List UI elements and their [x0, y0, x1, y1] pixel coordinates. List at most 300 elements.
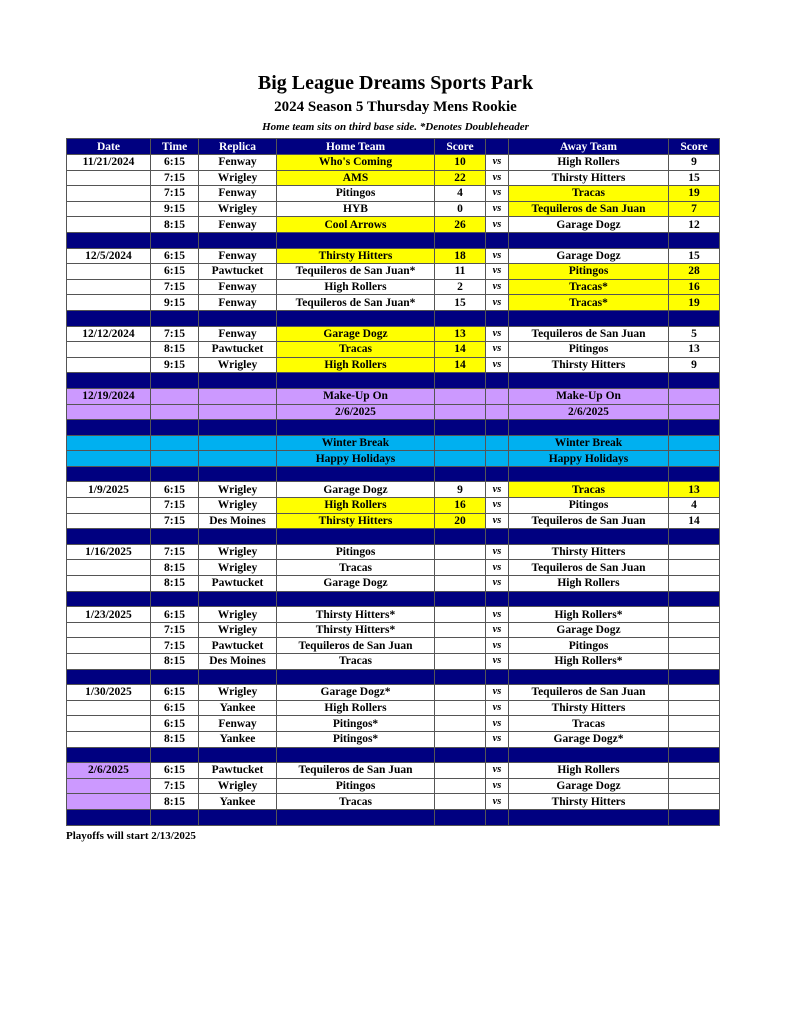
- home-score-cell: [435, 716, 486, 732]
- away-score-cell: [669, 576, 720, 592]
- separator-cell: [67, 373, 151, 389]
- away-team-cell: Tracas: [509, 482, 669, 498]
- date-cell: [67, 700, 151, 716]
- separator-cell: [277, 809, 435, 825]
- away-notice-cell: Happy Holidays: [509, 451, 669, 467]
- time-cell: 6:15: [151, 700, 199, 716]
- away-team-cell: Tequileros de San Juan: [509, 513, 669, 529]
- replica-cell: [199, 435, 277, 451]
- home-score-cell: [435, 700, 486, 716]
- home-team-cell: Garage Dogz*: [277, 685, 435, 701]
- home-team-cell: High Rollers: [277, 498, 435, 514]
- away-score-cell: [669, 685, 720, 701]
- away-team-cell: High Rollers*: [509, 654, 669, 670]
- replica-cell: Wrigley: [199, 544, 277, 560]
- separator-cell: [277, 310, 435, 326]
- vs-cell: vs: [486, 654, 509, 670]
- home-team-cell: High Rollers: [277, 700, 435, 716]
- separator-row: [67, 809, 720, 825]
- replica-cell: Pawtucket: [199, 342, 277, 358]
- home-team-cell: Tequileros de San Juan: [277, 763, 435, 779]
- time-cell: [151, 388, 199, 404]
- home-team-cell: Pitingos*: [277, 716, 435, 732]
- separator-cell: [435, 420, 486, 436]
- vs-cell: vs: [486, 186, 509, 202]
- replica-cell: Des Moines: [199, 654, 277, 670]
- separator-cell: [509, 466, 669, 482]
- away-team-cell: Garage Dogz: [509, 217, 669, 233]
- away-team-cell: Tracas: [509, 716, 669, 732]
- separator-cell: [669, 809, 720, 825]
- separator-cell: [486, 529, 509, 545]
- away-notice-cell: Winter Break: [509, 435, 669, 451]
- date-cell: [67, 716, 151, 732]
- home-score-cell: 18: [435, 248, 486, 264]
- game-row: [67, 279, 720, 295]
- away-team-cell: Tracas*: [509, 295, 669, 311]
- separator-cell: [486, 669, 509, 685]
- vs-cell: vs: [486, 326, 509, 342]
- date-cell: [67, 513, 151, 529]
- replica-cell: Fenway: [199, 716, 277, 732]
- home-score-cell: [435, 388, 486, 404]
- time-cell: 8:15: [151, 654, 199, 670]
- game-row: [67, 186, 720, 202]
- time-cell: 6:15: [151, 155, 199, 171]
- header-note: Home team sits on third base side. *Denotes Doubleheader: [262, 121, 529, 133]
- replica-cell: Fenway: [199, 326, 277, 342]
- notice-row: [67, 435, 720, 451]
- away-team-cell: High Rollers: [509, 763, 669, 779]
- away-score-cell: 19: [669, 186, 720, 202]
- home-score-cell: [435, 731, 486, 747]
- away-score-cell: 13: [669, 342, 720, 358]
- home-notice-cell: Happy Holidays: [277, 451, 435, 467]
- separator-cell: [67, 232, 151, 248]
- home-notice-cell: Winter Break: [277, 435, 435, 451]
- replica-cell: [199, 451, 277, 467]
- separator-cell: [486, 310, 509, 326]
- vs-cell: vs: [486, 607, 509, 623]
- away-score-cell: 9: [669, 357, 720, 373]
- home-score-cell: 26: [435, 217, 486, 233]
- vs-cell: vs: [486, 170, 509, 186]
- replica-cell: Fenway: [199, 248, 277, 264]
- home-score-cell: 14: [435, 342, 486, 358]
- time-cell: 7:15: [151, 186, 199, 202]
- replica-cell: Wrigley: [199, 685, 277, 701]
- home-score-cell: 15: [435, 295, 486, 311]
- away-score-cell: 14: [669, 513, 720, 529]
- vs-cell: vs: [486, 685, 509, 701]
- game-row: [67, 342, 720, 358]
- vs-cell: vs: [486, 622, 509, 638]
- home-team-cell: Cool Arrows: [277, 217, 435, 233]
- vs-cell: vs: [486, 576, 509, 592]
- separator-cell: [669, 669, 720, 685]
- time-cell: 7:15: [151, 544, 199, 560]
- home-score-cell: [435, 404, 486, 420]
- away-score-cell: [669, 700, 720, 716]
- time-cell: 6:15: [151, 607, 199, 623]
- separator-cell: [151, 591, 199, 607]
- home-team-cell: Tequileros de San Juan: [277, 638, 435, 654]
- separator-cell: [509, 669, 669, 685]
- home-score-cell: 13: [435, 326, 486, 342]
- separator-row: [67, 232, 720, 248]
- home-score-cell: 4: [435, 186, 486, 202]
- away-score-cell: 28: [669, 264, 720, 280]
- date-cell: [67, 357, 151, 373]
- away-team-cell: Tequileros de San Juan: [509, 201, 669, 217]
- separator-cell: [277, 529, 435, 545]
- home-team-cell: Garage Dogz: [277, 482, 435, 498]
- away-score-cell: [669, 763, 720, 779]
- separator-cell: [67, 466, 151, 482]
- date-cell: 1/23/2025: [67, 607, 151, 623]
- home-team-cell: Pitingos: [277, 778, 435, 794]
- separator-cell: [67, 747, 151, 763]
- vs-cell: vs: [486, 638, 509, 654]
- separator-cell: [509, 591, 669, 607]
- home-team-cell: Tracas: [277, 794, 435, 810]
- replica-cell: Pawtucket: [199, 763, 277, 779]
- game-row: [67, 201, 720, 217]
- vs-cell: vs: [486, 279, 509, 295]
- time-cell: 7:15: [151, 638, 199, 654]
- separator-cell: [669, 591, 720, 607]
- game-row: [67, 170, 720, 186]
- separator-cell: [67, 809, 151, 825]
- table-body: [67, 155, 720, 826]
- separator-cell: [67, 669, 151, 685]
- home-score-cell: [435, 451, 486, 467]
- away-score-cell: [669, 560, 720, 576]
- separator-cell: [486, 747, 509, 763]
- game-row: [67, 576, 720, 592]
- away-team-cell: Pitingos: [509, 342, 669, 358]
- page-title: Big League Dreams Sports Park: [257, 72, 534, 94]
- separator-cell: [277, 420, 435, 436]
- away-score-cell: [669, 544, 720, 560]
- away-team-cell: Pitingos: [509, 264, 669, 280]
- replica-cell: Wrigley: [199, 498, 277, 514]
- away-team-cell: Thirsty Hitters: [509, 544, 669, 560]
- vs-cell: vs: [486, 513, 509, 529]
- home-score-cell: 16: [435, 498, 486, 514]
- time-cell: 8:15: [151, 217, 199, 233]
- home-score-cell: [435, 778, 486, 794]
- replica-cell: Wrigley: [199, 170, 277, 186]
- home-team-cell: Tequileros de San Juan*: [277, 295, 435, 311]
- date-cell: [67, 731, 151, 747]
- away-score-cell: 15: [669, 248, 720, 264]
- separator-cell: [151, 747, 199, 763]
- game-row: [67, 794, 720, 810]
- separator-cell: [486, 466, 509, 482]
- col-time: Time: [151, 139, 199, 155]
- time-cell: [151, 404, 199, 420]
- separator-cell: [509, 747, 669, 763]
- away-score-cell: [669, 435, 720, 451]
- game-row: [67, 357, 720, 373]
- separator-cell: [199, 529, 277, 545]
- vs-cell: [486, 404, 509, 420]
- notice-row: [67, 404, 720, 420]
- separator-cell: [277, 232, 435, 248]
- home-team-cell: HYB: [277, 201, 435, 217]
- home-score-cell: 2: [435, 279, 486, 295]
- separator-cell: [199, 669, 277, 685]
- time-cell: 7:15: [151, 778, 199, 794]
- home-score-cell: 0: [435, 201, 486, 217]
- date-cell: [67, 279, 151, 295]
- replica-cell: Des Moines: [199, 513, 277, 529]
- time-cell: 6:15: [151, 716, 199, 732]
- replica-cell: Wrigley: [199, 622, 277, 638]
- schedule-table: [66, 138, 720, 826]
- date-cell: [67, 622, 151, 638]
- separator-cell: [199, 310, 277, 326]
- separator-cell: [509, 529, 669, 545]
- separator-cell: [669, 373, 720, 389]
- away-team-cell: Thirsty Hitters: [509, 700, 669, 716]
- separator-cell: [199, 232, 277, 248]
- home-score-cell: [435, 560, 486, 576]
- home-score-cell: [435, 435, 486, 451]
- away-team-cell: Tequileros de San Juan: [509, 326, 669, 342]
- game-row: [67, 155, 720, 171]
- vs-cell: vs: [486, 217, 509, 233]
- away-team-cell: Tequileros de San Juan: [509, 685, 669, 701]
- away-score-cell: 9: [669, 155, 720, 171]
- vs-cell: vs: [486, 700, 509, 716]
- replica-cell: [199, 388, 277, 404]
- vs-cell: vs: [486, 342, 509, 358]
- home-score-cell: [435, 622, 486, 638]
- separator-cell: [435, 373, 486, 389]
- replica-cell: Yankee: [199, 700, 277, 716]
- vs-cell: [486, 388, 509, 404]
- time-cell: 8:15: [151, 576, 199, 592]
- separator-cell: [67, 591, 151, 607]
- away-score-cell: [669, 388, 720, 404]
- separator-cell: [669, 420, 720, 436]
- date-cell: 1/16/2025: [67, 544, 151, 560]
- col-away-team: Away Team: [509, 139, 669, 155]
- time-cell: 9:15: [151, 357, 199, 373]
- home-team-cell: Thirsty Hitters: [277, 248, 435, 264]
- replica-cell: Fenway: [199, 295, 277, 311]
- separator-cell: [669, 466, 720, 482]
- away-team-cell: High Rollers*: [509, 607, 669, 623]
- separator-cell: [199, 373, 277, 389]
- home-team-cell: Garage Dogz: [277, 576, 435, 592]
- away-score-cell: [669, 654, 720, 670]
- date-cell: 1/30/2025: [67, 685, 151, 701]
- date-cell: [67, 638, 151, 654]
- date-cell: [67, 264, 151, 280]
- date-cell: 1/9/2025: [67, 482, 151, 498]
- separator-cell: [435, 809, 486, 825]
- home-score-cell: 20: [435, 513, 486, 529]
- separator-cell: [67, 420, 151, 436]
- away-score-cell: [669, 451, 720, 467]
- vs-cell: vs: [486, 264, 509, 280]
- separator-cell: [277, 591, 435, 607]
- separator-row: [67, 310, 720, 326]
- separator-cell: [509, 420, 669, 436]
- vs-cell: vs: [486, 295, 509, 311]
- home-score-cell: 9: [435, 482, 486, 498]
- date-cell: [67, 451, 151, 467]
- away-score-cell: 4: [669, 498, 720, 514]
- replica-cell: Pawtucket: [199, 576, 277, 592]
- time-cell: 7:15: [151, 326, 199, 342]
- separator-cell: [151, 373, 199, 389]
- home-team-cell: Garage Dogz: [277, 326, 435, 342]
- replica-cell: Wrigley: [199, 357, 277, 373]
- separator-cell: [277, 669, 435, 685]
- separator-cell: [486, 232, 509, 248]
- home-team-cell: Thirsty Hitters: [277, 513, 435, 529]
- col-date: Date: [67, 139, 151, 155]
- separator-cell: [151, 310, 199, 326]
- vs-cell: vs: [486, 201, 509, 217]
- separator-cell: [435, 529, 486, 545]
- separator-cell: [277, 747, 435, 763]
- time-cell: 7:15: [151, 498, 199, 514]
- away-notice-cell: Make-Up On: [509, 388, 669, 404]
- col-home-score: Score: [435, 139, 486, 155]
- time-cell: 9:15: [151, 201, 199, 217]
- separator-cell: [435, 466, 486, 482]
- separator-cell: [509, 809, 669, 825]
- away-score-cell: [669, 404, 720, 420]
- vs-cell: vs: [486, 498, 509, 514]
- away-score-cell: [669, 607, 720, 623]
- date-cell: [67, 654, 151, 670]
- game-row: [67, 607, 720, 623]
- separator-cell: [669, 310, 720, 326]
- replica-cell: Wrigley: [199, 560, 277, 576]
- replica-cell: Wrigley: [199, 778, 277, 794]
- home-score-cell: [435, 607, 486, 623]
- home-score-cell: [435, 685, 486, 701]
- separator-cell: [435, 669, 486, 685]
- replica-cell: Wrigley: [199, 201, 277, 217]
- home-team-cell: Tracas: [277, 654, 435, 670]
- replica-cell: Pawtucket: [199, 264, 277, 280]
- table-header: [67, 139, 720, 155]
- separator-cell: [151, 232, 199, 248]
- date-cell: [67, 498, 151, 514]
- away-team-cell: Garage Dogz: [509, 248, 669, 264]
- separator-cell: [669, 529, 720, 545]
- away-score-cell: [669, 638, 720, 654]
- replica-cell: Fenway: [199, 155, 277, 171]
- home-team-cell: AMS: [277, 170, 435, 186]
- separator-cell: [151, 669, 199, 685]
- game-row: [67, 778, 720, 794]
- vs-cell: vs: [486, 763, 509, 779]
- vs-cell: vs: [486, 357, 509, 373]
- replica-cell: [199, 404, 277, 420]
- vs-cell: vs: [486, 778, 509, 794]
- game-row: [67, 731, 720, 747]
- separator-row: [67, 466, 720, 482]
- separator-row: [67, 591, 720, 607]
- date-cell: [67, 560, 151, 576]
- time-cell: 6:15: [151, 264, 199, 280]
- home-team-cell: Thirsty Hitters*: [277, 607, 435, 623]
- away-score-cell: 19: [669, 295, 720, 311]
- game-row: [67, 544, 720, 560]
- notice-row: [67, 451, 720, 467]
- separator-cell: [486, 591, 509, 607]
- home-score-cell: [435, 794, 486, 810]
- time-cell: 6:15: [151, 248, 199, 264]
- separator-cell: [199, 809, 277, 825]
- away-team-cell: High Rollers: [509, 576, 669, 592]
- away-team-cell: Thirsty Hitters: [509, 170, 669, 186]
- replica-cell: Yankee: [199, 731, 277, 747]
- col-vs: [486, 139, 509, 155]
- separator-cell: [669, 747, 720, 763]
- away-team-cell: Tracas: [509, 186, 669, 202]
- away-score-cell: 16: [669, 279, 720, 295]
- date-cell: 12/19/2024: [67, 388, 151, 404]
- separator-cell: [199, 591, 277, 607]
- time-cell: 7:15: [151, 170, 199, 186]
- time-cell: 7:15: [151, 279, 199, 295]
- date-cell: 12/5/2024: [67, 248, 151, 264]
- away-score-cell: [669, 778, 720, 794]
- separator-row: [67, 529, 720, 545]
- date-cell: [67, 217, 151, 233]
- home-notice-cell: Make-Up On: [277, 388, 435, 404]
- replica-cell: Fenway: [199, 217, 277, 233]
- away-score-cell: 5: [669, 326, 720, 342]
- away-team-cell: Thirsty Hitters: [509, 357, 669, 373]
- separator-cell: [509, 310, 669, 326]
- away-team-cell: Tequileros de San Juan: [509, 560, 669, 576]
- separator-row: [67, 373, 720, 389]
- notice-row: [67, 388, 720, 404]
- away-score-cell: [669, 731, 720, 747]
- home-score-cell: 11: [435, 264, 486, 280]
- away-team-cell: Thirsty Hitters: [509, 794, 669, 810]
- separator-cell: [151, 809, 199, 825]
- home-team-cell: High Rollers: [277, 279, 435, 295]
- game-row: [67, 513, 720, 529]
- date-cell: [67, 404, 151, 420]
- game-row: [67, 560, 720, 576]
- home-notice-cell: 2/6/2025: [277, 404, 435, 420]
- away-score-cell: [669, 716, 720, 732]
- vs-cell: vs: [486, 560, 509, 576]
- time-cell: 9:15: [151, 295, 199, 311]
- away-team-cell: Garage Dogz*: [509, 731, 669, 747]
- game-row: [67, 217, 720, 233]
- time-cell: 8:15: [151, 794, 199, 810]
- col-replica: Replica: [199, 139, 277, 155]
- home-score-cell: 14: [435, 357, 486, 373]
- home-team-cell: Pitingos*: [277, 731, 435, 747]
- away-team-cell: Pitingos: [509, 638, 669, 654]
- date-cell: [67, 170, 151, 186]
- separator-cell: [151, 529, 199, 545]
